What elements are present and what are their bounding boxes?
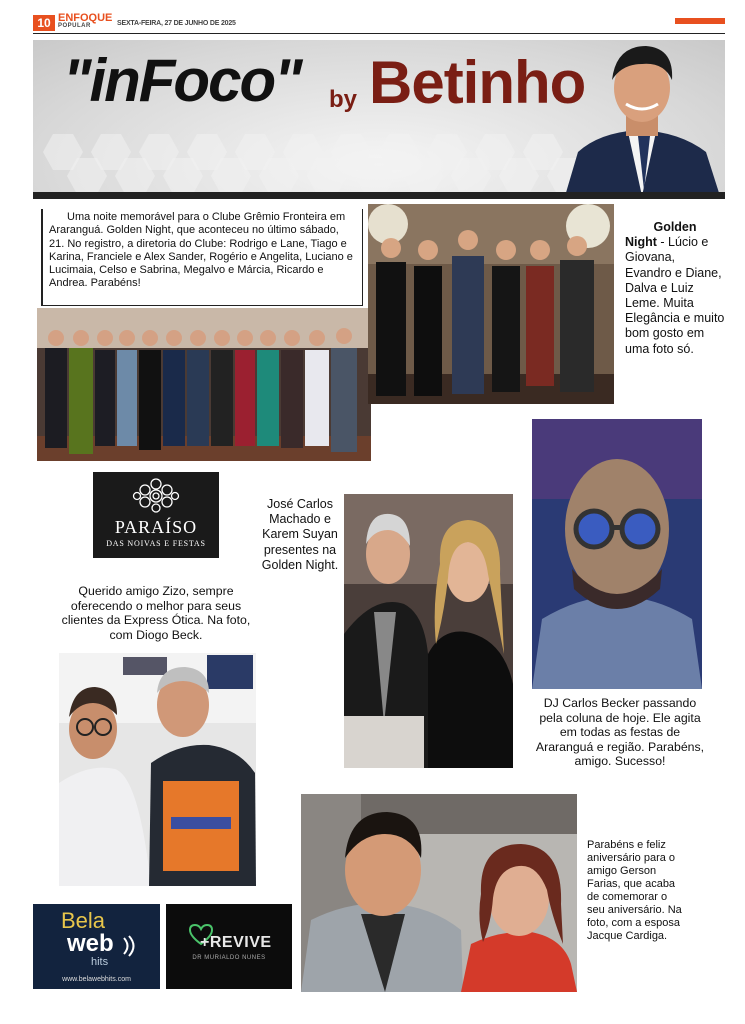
jose-carlos-karem-photo (344, 494, 513, 768)
zizo-caption: Querido amigo Zizo, sempre oferecendo o melhor para seus clientes da Express Ótica. Na foto, com Diogo Beck. (61, 584, 251, 642)
banner-title-infoco: "inFoco" (63, 47, 301, 114)
dj-carlos-caption: DJ Carlos Becker passando pela coluna de hoje. Ele agita em todas as festas de Araranguá e região. Parabéns, amigo. Sucesso! (535, 696, 705, 768)
club-board-group-photo (37, 308, 371, 461)
brand-subtitle: POPULAR (58, 23, 91, 29)
bela-logo-line1: Bela (61, 908, 106, 933)
golden-night-caption-bold-top: Golden (653, 220, 697, 234)
zizo-diogo-photo (59, 653, 256, 886)
issue-date: SEXTA-FEIRA, 27 DE JUNHO DE 2025 (117, 20, 236, 27)
bela-logo-url: www.belawebhits.com (62, 976, 131, 983)
paraiso-name: PARAÍSO (114, 517, 198, 537)
bela-web-hits-logo (33, 904, 160, 989)
banner-title-by: by (329, 86, 358, 113)
column-banner (33, 40, 725, 196)
gerson-jacque-photo (301, 794, 577, 992)
header-rule (33, 33, 725, 34)
bela-logo-line2: web (67, 930, 114, 957)
dj-carlos-becker-photo (532, 419, 702, 689)
columnist-portrait (560, 40, 725, 196)
paraiso-subtitle: DAS NOIVAS E FESTAS (106, 539, 206, 548)
intro-text: Uma noite memorável para o Clube Grêmio Fronteira em Araranguá. Golden Night, que aconteceu no último sábado, 21. No registro, a diretoria do Clube: Rodrigo e Lane, Tiago e Karina, Franciele e Alex Sander, Rogério e Angelita, Luciano e Lucimaia, Celso e Sabrina, Megalvo e Márcia, Ricardo e Andrea. Parabéns! (49, 211, 353, 290)
broadcast-waves-icon (121, 934, 141, 958)
intro-caption (41, 209, 363, 306)
brand-name: ENFOQUE (58, 12, 113, 24)
newspaper-brand (58, 13, 112, 30)
paraiso-logo (93, 472, 219, 558)
golden-night-caption-text: - Lúcio e Giovana, Evandro e Diane, Dalva e Luiz Leme. Muita Elegância e muito bom gosto em uma foto só. (625, 235, 725, 356)
revive-subtitle: DR MURIALDO NUNES (192, 955, 266, 961)
flower-icon (93, 472, 219, 516)
bela-logo-line3: hits (91, 956, 109, 968)
revive-logo (166, 904, 292, 989)
accent-bar (675, 18, 725, 24)
golden-night-couples-photo (368, 204, 614, 404)
banner-rule (33, 192, 725, 199)
jose-carlos-caption: José Carlos Machado e Karem Suyan presentes na Golden Night. (261, 497, 339, 572)
golden-night-caption-bold: Night (625, 235, 657, 250)
page-number: 10 (33, 15, 55, 31)
golden-night-caption (625, 220, 725, 357)
gerson-caption: Parabéns e feliz aniversário para o amigo Gerson Farias, que acaba de comemorar o seu aniversário. Na foto, com a esposa Jacque Cardiga. (587, 839, 682, 942)
banner-title-betinho: Betinho (369, 49, 586, 116)
revive-name: +REVIVE (200, 934, 272, 951)
